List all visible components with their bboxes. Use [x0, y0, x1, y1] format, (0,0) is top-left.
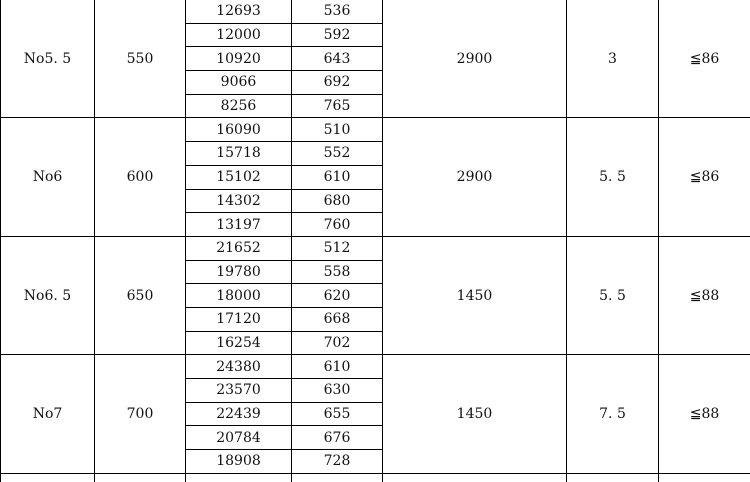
diameter-cell: 650 [95, 236, 186, 354]
flow-cell: 16090 [186, 118, 292, 142]
pressure-cell: 680 [292, 189, 383, 213]
flow-cell: 12693 [186, 0, 292, 23]
flow-cell: 14302 [186, 189, 292, 213]
table-row [1, 0, 750, 23]
flow-cell: 8256 [186, 94, 292, 118]
table-row-partial [1, 473, 750, 482]
table-row [1, 236, 750, 260]
flow-cell: 22439 [186, 402, 292, 426]
flow-cell: 24380 [186, 355, 292, 379]
empty-cell [567, 473, 659, 482]
table-body [1, 0, 750, 482]
power-cell: 7. 5 [567, 355, 659, 473]
flow-cell: 17120 [186, 307, 292, 331]
pressure-cell: 610 [292, 355, 383, 379]
speed-cell: 2900 [383, 0, 567, 118]
pressure-cell: 760 [292, 213, 383, 237]
diameter-cell: 700 [95, 355, 186, 473]
empty-cell [659, 473, 750, 482]
empty-cell [292, 473, 383, 482]
pressure-cell: 702 [292, 331, 383, 355]
pressure-cell: 692 [292, 71, 383, 95]
flow-cell: 10920 [186, 47, 292, 71]
flow-cell: 18000 [186, 284, 292, 308]
table-row [1, 118, 750, 142]
flow-cell: 12000 [186, 23, 292, 47]
pressure-cell: 728 [292, 450, 383, 474]
pressure-cell: 610 [292, 165, 383, 189]
pressure-cell: 765 [292, 94, 383, 118]
pressure-cell: 536 [292, 0, 383, 23]
flow-cell: 21652 [186, 236, 292, 260]
model-cell: No6 [1, 118, 95, 236]
diameter-cell: 550 [95, 0, 186, 118]
noise-cell: ≦86 [659, 118, 750, 236]
empty-cell [1, 473, 95, 482]
flow-cell: 19780 [186, 260, 292, 284]
diameter-cell: 600 [95, 118, 186, 236]
speed-cell: 1450 [383, 355, 567, 473]
flow-cell: 9066 [186, 71, 292, 95]
pressure-cell: 630 [292, 379, 383, 403]
pressure-cell: 676 [292, 426, 383, 450]
pressure-cell: 620 [292, 284, 383, 308]
speed-cell: 1450 [383, 236, 567, 354]
flow-cell: 13197 [186, 213, 292, 237]
flow-cell: 15718 [186, 142, 292, 166]
model-cell: No5. 5 [1, 0, 95, 118]
pressure-cell: 655 [292, 402, 383, 426]
table-row [1, 355, 750, 379]
empty-cell [186, 473, 292, 482]
pressure-cell: 512 [292, 236, 383, 260]
noise-cell: ≦86 [659, 0, 750, 118]
speed-cell: 2900 [383, 118, 567, 236]
power-cell: 3 [567, 0, 659, 118]
noise-cell: ≦88 [659, 236, 750, 354]
pressure-cell: 552 [292, 142, 383, 166]
flow-cell: 15102 [186, 165, 292, 189]
model-cell: No6. 5 [1, 236, 95, 354]
empty-cell [95, 473, 186, 482]
flow-cell: 18908 [186, 450, 292, 474]
model-cell: No7 [1, 355, 95, 473]
flow-cell: 20784 [186, 426, 292, 450]
flow-cell: 16254 [186, 331, 292, 355]
empty-cell [383, 473, 567, 482]
power-cell: 5. 5 [567, 118, 659, 236]
power-cell: 5. 5 [567, 236, 659, 354]
pressure-cell: 558 [292, 260, 383, 284]
pressure-cell: 510 [292, 118, 383, 142]
noise-cell: ≦88 [659, 355, 750, 473]
pressure-cell: 643 [292, 47, 383, 71]
pressure-cell: 592 [292, 23, 383, 47]
flow-cell: 23570 [186, 379, 292, 403]
pressure-cell: 668 [292, 307, 383, 331]
